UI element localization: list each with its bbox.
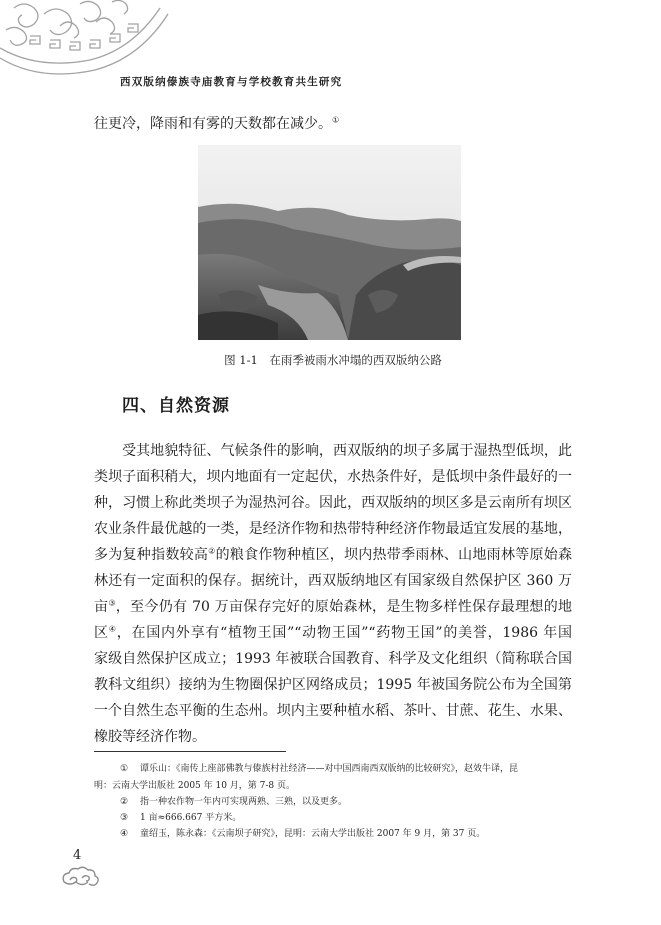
footnote-text: 童绍玉，陈永森：《云南坝子研究》，昆明：云南大学出版社 2007 年 9 月，第 37 页。: [140, 829, 486, 839]
footnote-text: 谭乐山：《南传上座部佛教与傣族村社经济——对中国西南西双版纳的比较研究》，赵效牛译，昆: [140, 764, 519, 774]
paragraph-line-text: ，至今仍有 70 万亩保存完好的原始森林，是生物多样性保存最理想的地: [115, 599, 573, 615]
paragraph-line: [94, 541, 572, 569]
paragraph-line: [94, 619, 572, 647]
paragraph-line: 教科文组织）接纳为生物圈保护区网络成员；1995 年被国务院公布为全国第: [94, 677, 572, 693]
page-number: 4: [73, 848, 82, 863]
paragraph-line-text: 亩: [94, 599, 109, 615]
paragraph-line: 类坝子面积稍大，坝内地面有一定起伏，水热条件好，是低坝中条件最好的一: [94, 469, 572, 485]
paragraph-line-text: 多为复种指数较高: [94, 547, 209, 563]
paragraph-line: 家级自然保护区成立；1993 年被联合国教育、科学及文化组织（简称联合国: [94, 651, 572, 667]
paragraph-line-text: 的粮食作物种植区，坝内热带季雨林、山地雨林等原始森: [215, 547, 573, 563]
section-heading: 四、自然资源: [122, 396, 230, 416]
footnote-number: ③: [119, 813, 129, 823]
footnote-text: 1 亩≈666.667 平方米。: [140, 813, 242, 823]
paragraph-line: 农业条件最优越的一类，是经济作物和热带特种经济作物最适宜发展的基地，: [94, 521, 572, 537]
footnote: [94, 763, 572, 776]
footnote: [94, 828, 572, 841]
footnote-ref: ③: [108, 598, 116, 608]
footnote-number: ②: [119, 797, 129, 807]
paragraph-line: [94, 593, 572, 621]
footnote-continuation: [94, 780, 572, 793]
footnote-ref: ②: [208, 546, 216, 556]
paragraph-line-text: 受其地貌特征、气候条件的影响，西双版纳的坝子多属于湿热型低坝，此: [122, 443, 572, 459]
paragraph-line: 种，习惯上称此类坝子为湿热河谷。因此，西双版纳的坝区多是云南所有坝区: [94, 495, 572, 511]
cloud-fret-corner-icon: [0, 0, 170, 80]
paragraph-line: 林还有一定面积的保存。据统计，西双版纳地区有国家级自然保护区 360 万: [94, 573, 572, 589]
running-head: 西双版纳傣族寺庙教育与学校教育共生研究: [120, 76, 343, 88]
paragraph-line-text: 区: [94, 625, 109, 641]
landslide-photo: [198, 145, 461, 340]
auspicious-cloud-icon: [60, 866, 102, 888]
footnote-text: 明：云南大学出版社 2005 年 10 月，第 7-8 页。: [94, 781, 296, 791]
intro-text: 往更冷，降雨和有雾的天数都在减少。: [94, 116, 332, 132]
paragraph-line-text: ，在国内外享有“植物王国”“动物王国”“药物王国”的美誉，1986 年国: [116, 625, 573, 641]
footnote: [94, 812, 572, 825]
figure-caption: 图 1-1 在雨季被雨水冲塌的西双版纳公路: [224, 353, 442, 367]
paragraph-line: 一个自然生态平衡的生态州。坝内主要种植水稻、茶叶、甘蔗、花生、水果、: [94, 703, 572, 719]
intro-line: [94, 110, 572, 138]
footnote-ref: ④: [108, 624, 117, 634]
footnote-number: ①: [119, 764, 129, 774]
paragraph-line: [94, 437, 572, 465]
footnote-divider: [94, 751, 286, 752]
footnote-ref: ①: [332, 115, 340, 125]
footnote: [94, 796, 572, 809]
paragraph-line: 橡胶等经济作物。: [94, 729, 206, 745]
footnote-text: 指一种农作物一年内可实现两熟、三熟，以及更多。: [140, 797, 348, 807]
footnote-number: ④: [119, 829, 129, 839]
